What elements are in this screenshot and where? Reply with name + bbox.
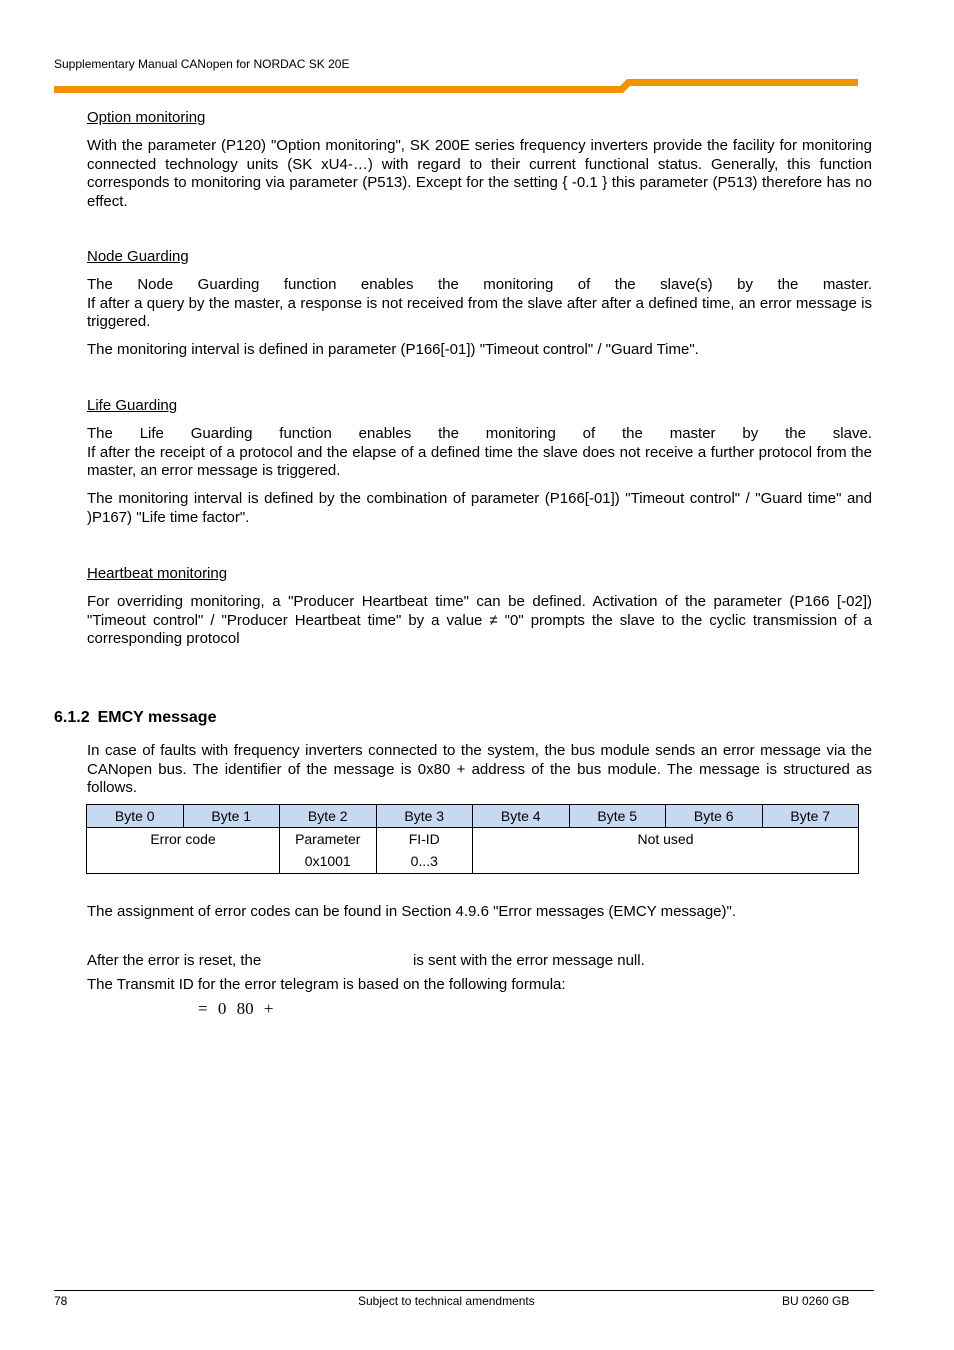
emcy-col-header: Byte 2 [280, 805, 377, 828]
reset-text-pre: After the error is reset, the [87, 952, 262, 969]
heartbeat-heading: Heartbeat monitoring [87, 565, 228, 582]
page-number: 78 [54, 1294, 68, 1308]
node-guarding-text [87, 276, 872, 332]
section-name: EMCY message [97, 709, 217, 726]
reset-text-post: is sent with the error message null. [413, 952, 645, 969]
option-monitoring-heading: Option monitoring [87, 109, 206, 126]
life-guarding-heading: Life Guarding [87, 397, 178, 414]
error-code-cell [87, 828, 280, 874]
emcy-col-header: Byte 7 [762, 805, 859, 828]
life-guarding-line1: The Life Guarding function enables the monitoring of the master by the slave. [87, 425, 872, 442]
footer-divider [54, 1290, 874, 1291]
parameter-label: Parameter [295, 831, 361, 847]
option-monitoring-text [87, 137, 872, 211]
assignment-text: The assignment of error codes can be found in Section 4.9.6 "Error messages (EMCY message)". [87, 903, 737, 920]
fiid-cell [376, 828, 473, 874]
not-used-label: Not used [637, 831, 694, 847]
emcy-col-header: Byte 1 [183, 805, 280, 828]
not-used-cell [473, 828, 859, 874]
emcy-table [86, 804, 859, 874]
formula: = 0 80 + [198, 999, 274, 1018]
emcy-table-header-row [87, 805, 859, 828]
emcy-col-header: Byte 4 [473, 805, 570, 828]
option-monitoring-paragraph: With the parameter (P120) "Option monitoring", SK 200E series frequency inverters provide the facility for monitoring connected technology units (SK xU4-…) with regard to their current functional status. Generally, this function corresponds to monitoring via parameter (P513). Except for the setting { -0.1 } this parameter (P513) therefore has no effect. [87, 137, 872, 210]
doc-id: BU 0260 GB [782, 1294, 850, 1308]
emcy-table-row [87, 828, 859, 874]
section-number: 6.1.2 [54, 709, 90, 726]
emcy-col-header: Byte 5 [569, 805, 666, 828]
life-guarding-interval: The monitoring interval is defined by the combination of parameter (P166[-01]) "Timeout control" / "Guard time" and )P167) "Life time factor". [87, 490, 872, 526]
life-guarding-paragraph: If after the receipt of a protocol and the elapse of a defined time the slave does not receive a further protocol from the master, an error message is triggered. [87, 443, 872, 480]
header-bar [54, 79, 858, 93]
node-guarding-paragraph: If after a query by the master, a response is not received from the slave after after a defined time, an error message is triggered. [87, 294, 872, 331]
emcy-intro: In case of faults with frequency inverters connected to the system, the bus module sends an error message via the CANopen bus. The identifier of the message is 0x80 + address of the bus module. The message is structured as follows. [87, 742, 872, 797]
error-code-label: Error code [150, 831, 216, 847]
emcy-col-header: Byte 0 [87, 805, 184, 828]
node-guarding-line1: The Node Guarding function enables the monitoring of the slave(s) by the master. [87, 276, 872, 293]
transmit-text: The Transmit ID for the error telegram is based on the following formula: [87, 976, 566, 993]
header-title: Supplementary Manual CANopen for NORDAC SK 20E [54, 57, 350, 71]
parameter-cell [280, 828, 377, 874]
node-guarding-heading: Node Guarding [87, 248, 189, 265]
emcy-col-header: Byte 6 [666, 805, 763, 828]
node-guarding-interval: The monitoring interval is defined in parameter (P166[-01]) "Timeout control" / "Guard Time". [87, 341, 699, 358]
emcy-col-header: Byte 3 [376, 805, 473, 828]
fiid-label: FI-ID [408, 831, 440, 847]
life-guarding-text [87, 425, 872, 481]
footer-center: Subject to technical amendments [358, 1294, 535, 1308]
fiid-value: 0...3 [410, 853, 438, 869]
parameter-value: 0x1001 [304, 853, 351, 869]
section-title [54, 709, 216, 727]
heartbeat-text: For overriding monitoring, a "Producer Heartbeat time" can be defined. Activation of the parameter (P166 [-02]) "Timeout control" / "Producer Heartbeat time" by a value ≠ "0" prompts the slave to the cyclic transmission of a corresponding protocol [87, 593, 872, 648]
